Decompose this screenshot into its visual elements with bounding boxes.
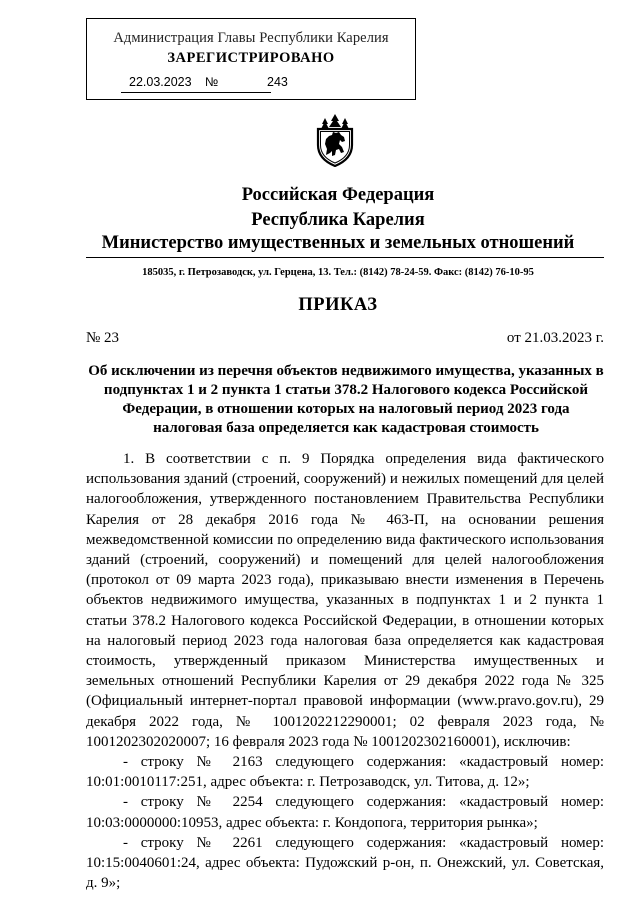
order-subject: Об исключении из перечня объектов недвижимого имущества, указанных в подпунктах 1 и 2 пункта 1 статьи 378.2 Налогового кодекса Российской Федерации, в отношении которых на налоговый период 2023 года налоговая база определяется как кадастровая стоимость bbox=[88, 363, 604, 436]
header-divider bbox=[86, 257, 604, 258]
header-federation: Российская Федерация bbox=[241, 185, 435, 205]
document-type: ПРИКАЗ bbox=[298, 295, 378, 315]
stamp-authority: Администрация Главы Республики Карелия bbox=[113, 30, 389, 46]
registration-stamp bbox=[86, 18, 416, 100]
header-republic: Республика Карелия bbox=[251, 210, 425, 230]
order-body bbox=[86, 449, 604, 893]
order-number: № 23 bbox=[86, 330, 120, 346]
paragraph-item-2163: - строку № 2163 следующего содержания: «кадастровый номер: 10:01:0010117:251, адрес объекта: г. Петрозаводск, ул. Титова, д. 12»; bbox=[86, 754, 604, 791]
order-date: от 21.03.2023 г. bbox=[506, 330, 604, 346]
karelia-bear-coat-of-arms-icon bbox=[314, 113, 356, 167]
paragraph-item-2254: - строку № 2254 следующего содержания: «кадастровый номер: 10:03:0000000:10953, адрес объекта: г. Кондопога, территория рынка»; bbox=[86, 794, 604, 831]
stamp-number-label: № bbox=[205, 75, 219, 89]
stamp-underline bbox=[121, 92, 271, 93]
stamp-date: 22.03.2023 bbox=[129, 75, 192, 89]
paragraph-main: 1. В соответствии с п. 9 Порядка определения вида фактического использования зданий (строений, сооружений) и нежилых помещений для целей налогообложения, утвержденного постановлением Правительства Республики Карелия от 28 декабря 2016 года № 463-П, на основании решения межведомственной комиссии по определению вида фактического использования зданий (строений, сооружений) и помещений для целей налогообложения (протокол от 09 марта 2023 года), приказываю внести изменения в Перечень объектов недвижимого имущества, указанных в подпунктах 1 и 2 пункта 1 статьи 378.2 Налогового кодекса Российской Федерации, в отношении которых на налоговый период 2023 года налоговая база определяется как кадастровая стоимость, утвержденный приказом Министерства имущественных и земельных отношений Республики Карелия от 29 декабря 2022 года № 325 (Официальный интернет-портал правовой информации (www.pravo.gov.ru), 29 декабря 2022 года, № 1001202212290001; 02 февраля 2023 года, № 1001202302020007; 16 февраля 2023 года № 1001202302160001), исключив: bbox=[86, 451, 604, 750]
header-ministry: Министерство имущественных и земельных отношений bbox=[101, 233, 575, 253]
ministry-address: 185035, г. Петрозаводск, ул. Герцена, 13. Тел.: (8142) 78-24-59. Факс: (8142) 76-10-95 bbox=[142, 267, 534, 278]
stamp-registered-label: ЗАРЕГИСТРИРОВАНО bbox=[167, 50, 335, 66]
paragraph-item-2261: - строку № 2261 следующего содержания: «кадастровый номер: 10:15:0040601:24, адрес объекта: Пудожский р-он, п. Онежский, ул. Советская, д. 9»; bbox=[86, 834, 604, 892]
stamp-number: 243 bbox=[267, 75, 288, 89]
